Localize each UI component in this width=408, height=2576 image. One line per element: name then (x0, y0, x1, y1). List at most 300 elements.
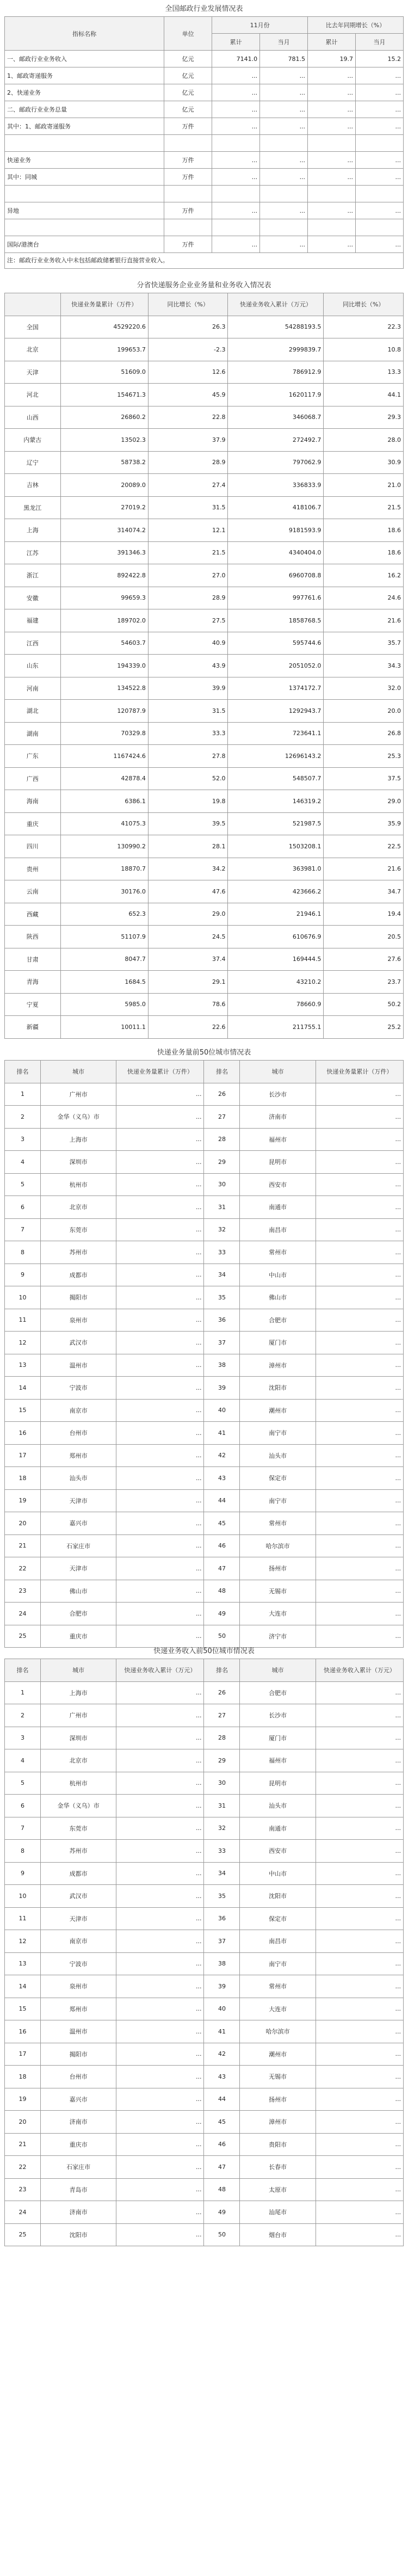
city-cell: 武汉市 (40, 1332, 116, 1354)
city-cell: 天津市 (40, 1489, 116, 1512)
city-cell: 杭州市 (40, 1772, 116, 1795)
province-name: 吉林 (5, 474, 61, 497)
volume-yoy: 28.9 (148, 587, 228, 609)
city-cell: 南宁市 (240, 1422, 316, 1445)
table-row (5, 101, 404, 118)
volume-cumulative: 13502.3 (60, 429, 148, 452)
city-cell: 南京市 (40, 1930, 116, 1953)
revenue-yoy: 35.7 (324, 632, 404, 655)
unit-cell: 万件 (164, 169, 212, 186)
value-cell: ... (316, 1241, 403, 1264)
value-cell: ... (116, 1975, 204, 1998)
revenue-cumulative: 997761.6 (228, 587, 324, 609)
revenue-cumulative: 1292943.7 (228, 700, 324, 723)
table-row (5, 1173, 404, 1196)
current-value: ... (260, 236, 308, 253)
province-name: 广西 (5, 767, 61, 790)
value-cell: ... (116, 1512, 204, 1535)
table-row (5, 1399, 404, 1422)
value-cell: ... (116, 1772, 204, 1795)
revenue-yoy: 26.8 (324, 722, 404, 745)
city-cell: 南京市 (40, 1399, 116, 1422)
table-row (5, 1772, 404, 1795)
value-cell: ... (116, 1196, 204, 1219)
revenue-cumulative: 797062.9 (228, 451, 324, 474)
value-cell: ... (116, 1377, 204, 1400)
table-row (5, 2223, 404, 2246)
city-cell: 南宁市 (240, 1489, 316, 1512)
value-cell: ... (116, 1840, 204, 1863)
city-cell: 无锡市 (240, 2066, 316, 2088)
value-cell: ... (116, 1952, 204, 1975)
city-cell: 台州市 (40, 1422, 116, 1445)
table-row (5, 451, 404, 474)
volume-yoy: 27.4 (148, 474, 228, 497)
volume-cumulative: 199653.7 (60, 338, 148, 361)
city-cell: 漳州市 (240, 1354, 316, 1377)
city-cell: 扬州市 (240, 1557, 316, 1580)
table-row (5, 655, 404, 677)
header-current: 当月 (260, 34, 308, 51)
table-row (5, 316, 404, 338)
table-row (5, 948, 404, 971)
revenue-cumulative: 4340404.0 (228, 541, 324, 564)
table-row (5, 2156, 404, 2179)
rank-cell: 12 (5, 1930, 41, 1953)
city-cell: 成都市 (40, 1264, 116, 1286)
value-cell: ... (316, 1749, 403, 1772)
table-row (5, 1580, 404, 1603)
table-row (5, 722, 404, 745)
value-cell: ... (116, 2133, 204, 2156)
volume-cumulative: 41075.3 (60, 812, 148, 835)
table-row (5, 2111, 404, 2134)
province-name: 浙江 (5, 564, 61, 587)
value-cell: ... (116, 1083, 204, 1106)
current-value (260, 135, 308, 152)
volume-cumulative: 42878.4 (60, 767, 148, 790)
value-cell: ... (316, 1309, 403, 1332)
table-row (5, 1681, 404, 1704)
unit-cell: 万件 (164, 118, 212, 135)
cumulative-value (212, 186, 260, 202)
value-cell: ... (316, 1512, 403, 1535)
city-cell: 南通市 (240, 1196, 316, 1219)
table-row (5, 677, 404, 700)
table-row (5, 700, 404, 723)
city-cell: 青岛市 (40, 2178, 116, 2201)
rank-cell: 33 (204, 1840, 240, 1863)
volume-yoy: 37.9 (148, 429, 228, 452)
rank-cell: 26 (204, 1083, 240, 1106)
table-row (5, 1106, 404, 1129)
value-cell: ... (116, 2201, 204, 2224)
volume-cumulative: 26860.2 (60, 406, 148, 429)
table-row (5, 1862, 404, 1885)
value-cell: ... (116, 1930, 204, 1953)
indicator-name: 国际/港澳台 (5, 236, 164, 253)
city-cell: 杭州市 (40, 1173, 116, 1196)
city-cell: 泉州市 (40, 1975, 116, 1998)
top50-revenue-table (4, 1659, 404, 2246)
cumulative-value (212, 219, 260, 236)
table-row (5, 2133, 404, 2156)
indicator-name: 其中：1、邮政寄递服务 (5, 118, 164, 135)
volume-cumulative: 10011.1 (60, 1016, 148, 1039)
province-name: 海南 (5, 790, 61, 813)
city-cell: 济宁市 (240, 1625, 316, 1648)
rank-cell: 14 (5, 1975, 41, 1998)
rank-cell: 3 (5, 1128, 41, 1151)
rank-cell: 17 (5, 1444, 41, 1467)
revenue-cumulative: 595744.6 (228, 632, 324, 655)
province-name: 黑龙江 (5, 496, 61, 519)
rank-cell: 32 (204, 1817, 240, 1840)
city-cell: 重庆市 (40, 1625, 116, 1648)
revenue-cumulative: 1503208.1 (228, 835, 324, 858)
table-row (5, 1264, 404, 1286)
indicator-name: 1、邮政寄递服务 (5, 67, 164, 84)
city-cell: 汕头市 (240, 1795, 316, 1817)
revenue-yoy: 16.2 (324, 564, 404, 587)
current-yoy: ... (356, 152, 404, 169)
table-row (5, 361, 404, 384)
indicator-name (5, 135, 164, 152)
revenue-yoy: 28.0 (324, 429, 404, 452)
cumulative-yoy: ... (308, 84, 356, 101)
volume-yoy: 33.3 (148, 722, 228, 745)
city-cell: 揭阳市 (40, 2043, 116, 2066)
table1-title: 全国邮政行业发展情况表 (165, 5, 243, 13)
rank-cell: 50 (204, 1625, 240, 1648)
revenue-cumulative: 423666.2 (228, 880, 324, 903)
rank-cell: 34 (204, 1862, 240, 1885)
volume-cumulative: 20089.0 (60, 474, 148, 497)
rank-cell: 8 (5, 1241, 41, 1264)
table-row (5, 1377, 404, 1400)
table-row (5, 587, 404, 609)
table-row (5, 236, 404, 253)
table-row (5, 1422, 404, 1445)
city-cell: 济南市 (40, 2111, 116, 2134)
rank-cell: 8 (5, 1840, 41, 1863)
city-cell: 广州市 (40, 1083, 116, 1106)
value-cell: ... (316, 1975, 403, 1998)
cumulative-value (212, 135, 260, 152)
rank-cell: 33 (204, 1241, 240, 1264)
revenue-yoy: 32.0 (324, 677, 404, 700)
value-cell: ... (116, 1557, 204, 1580)
value-cell: ... (316, 1930, 403, 1953)
province-name: 重庆 (5, 812, 61, 835)
rank-cell: 38 (204, 1354, 240, 1377)
table-row (5, 2066, 404, 2088)
value-cell: ... (316, 1286, 403, 1309)
volume-yoy: 12.6 (148, 361, 228, 384)
rank-cell: 38 (204, 1952, 240, 1975)
rank-cell: 21 (5, 1534, 41, 1557)
rank-cell: 37 (204, 1930, 240, 1953)
province-name: 辽宁 (5, 451, 61, 474)
table-row (5, 219, 404, 236)
national-postal-table-section (4, 2, 404, 269)
table-row (5, 1603, 404, 1625)
volume-cumulative: 99659.3 (60, 587, 148, 609)
table-row (5, 1309, 404, 1332)
province-name: 青海 (5, 971, 61, 994)
table-row (5, 202, 404, 219)
value-cell: ... (316, 1422, 403, 1445)
city-cell: 扬州市 (240, 2088, 316, 2111)
volume-yoy: 34.2 (148, 858, 228, 880)
table-row (5, 2088, 404, 2111)
header-yoy: 比去年同期增长（%） (308, 17, 404, 34)
rank-cell: 25 (5, 2223, 41, 2246)
value-cell: ... (116, 1422, 204, 1445)
header-cumulative: 累计 (212, 34, 260, 51)
cumulative-value: ... (212, 202, 260, 219)
volume-cumulative: 30176.0 (60, 880, 148, 903)
city-cell: 上海市 (40, 1681, 116, 1704)
value-cell: ... (116, 2088, 204, 2111)
rank-cell: 24 (5, 1603, 41, 1625)
rank-cell: 2 (5, 1704, 41, 1727)
unit-cell: 亿元 (164, 51, 212, 67)
rank-cell: 45 (204, 2111, 240, 2134)
province-name: 福建 (5, 609, 61, 632)
revenue-yoy: 21.6 (324, 858, 404, 880)
rank-cell: 7 (5, 1218, 41, 1241)
city-cell: 郑州市 (40, 1998, 116, 2020)
revenue-yoy: 34.7 (324, 880, 404, 903)
rank-cell: 30 (204, 1772, 240, 1795)
city-cell: 南通市 (240, 1817, 316, 1840)
current-value: ... (260, 101, 308, 118)
value-cell: ... (316, 1998, 403, 2020)
rank-cell: 23 (5, 2178, 41, 2201)
value-cell: ... (116, 1907, 204, 1930)
value-cell: ... (316, 1952, 403, 1975)
value-cell: ... (316, 2066, 403, 2088)
value-cell: ... (316, 1332, 403, 1354)
value-cell: ... (116, 2223, 204, 2246)
table-row (5, 1467, 404, 1490)
current-yoy: ... (356, 202, 404, 219)
rank-cell: 48 (204, 1580, 240, 1603)
city-cell: 泉州市 (40, 1309, 116, 1332)
city-cell: 重庆市 (40, 2133, 116, 2156)
value-cell: ... (116, 1817, 204, 1840)
cumulative-value: ... (212, 118, 260, 135)
revenue-yoy: 18.6 (324, 541, 404, 564)
rank-cell: 6 (5, 1795, 41, 1817)
city-cell: 西安市 (240, 1173, 316, 1196)
value-cell: ... (116, 1241, 204, 1264)
rank-cell: 19 (5, 1489, 41, 1512)
value-cell: ... (116, 1218, 204, 1241)
volume-cumulative: 8047.7 (60, 948, 148, 971)
current-value: ... (260, 202, 308, 219)
table1-note: 注：邮政行业业务收入中未包括邮政储蓄银行直接营业收入。 (4, 253, 404, 269)
province-name: 西藏 (5, 903, 61, 926)
rank-cell: 7 (5, 1817, 41, 1840)
rank-cell: 18 (5, 1467, 41, 1490)
rank-cell: 44 (204, 1489, 240, 1512)
rank-cell: 35 (204, 1286, 240, 1309)
rank-cell: 35 (204, 1885, 240, 1908)
rank-cell: 16 (5, 2020, 41, 2043)
value-cell: ... (116, 1727, 204, 1749)
table-row (5, 926, 404, 948)
header-city: 城市 (240, 1659, 316, 1682)
province-name: 北京 (5, 338, 61, 361)
province-name: 四川 (5, 835, 61, 858)
volume-cumulative: 391346.3 (60, 541, 148, 564)
table-row (5, 519, 404, 542)
value-cell: ... (316, 2020, 403, 2043)
top50-volume-table-section (4, 1046, 404, 1648)
header-rank: 排名 (204, 1061, 240, 1083)
rank-cell: 42 (204, 1444, 240, 1467)
header-revenue: 快递业务收入累计（万元） (316, 1659, 403, 1682)
province-name: 江西 (5, 632, 61, 655)
rank-cell: 23 (5, 1580, 41, 1603)
current-yoy: ... (356, 67, 404, 84)
table-row (5, 1444, 404, 1467)
unit-cell: 亿元 (164, 67, 212, 84)
rank-cell: 12 (5, 1332, 41, 1354)
table-row (5, 474, 404, 497)
value-cell: ... (316, 1580, 403, 1603)
table-row (5, 632, 404, 655)
unit-cell: 万件 (164, 236, 212, 253)
revenue-cumulative: 2999839.7 (228, 338, 324, 361)
volume-yoy: 43.9 (148, 655, 228, 677)
city-cell: 福州市 (240, 1128, 316, 1151)
table-row (5, 1557, 404, 1580)
rank-cell: 28 (204, 1727, 240, 1749)
city-cell: 长沙市 (240, 1704, 316, 1727)
table-row (5, 1151, 404, 1174)
city-cell: 常州市 (240, 1512, 316, 1535)
city-cell: 沈阳市 (240, 1377, 316, 1400)
value-cell: ... (116, 1151, 204, 1174)
volume-yoy: 27.8 (148, 745, 228, 768)
volume-yoy: 47.6 (148, 880, 228, 903)
rank-cell: 41 (204, 1422, 240, 1445)
table-row (5, 1083, 404, 1106)
rank-cell: 13 (5, 1354, 41, 1377)
value-cell: ... (316, 1377, 403, 1400)
indicator-name (5, 186, 164, 202)
header-revenue-yoy: 同比增长（%） (324, 293, 404, 316)
city-cell: 石家庄市 (40, 1534, 116, 1557)
current-yoy (356, 135, 404, 152)
table-row (5, 564, 404, 587)
value-cell: ... (316, 1772, 403, 1795)
city-cell: 嘉兴市 (40, 2088, 116, 2111)
volume-cumulative: 27019.2 (60, 496, 148, 519)
unit-cell: 万件 (164, 202, 212, 219)
value-cell: ... (316, 1128, 403, 1151)
table-row (5, 790, 404, 813)
rank-cell: 6 (5, 1196, 41, 1219)
cumulative-value: 7141.0 (212, 51, 260, 67)
city-cell: 济南市 (40, 2201, 116, 2224)
city-cell: 汕尾市 (240, 2201, 316, 2224)
value-cell: ... (116, 1106, 204, 1129)
revenue-cumulative: 2051052.0 (228, 655, 324, 677)
rank-cell: 5 (5, 1772, 41, 1795)
table-row (5, 1885, 404, 1908)
volume-yoy: 27.0 (148, 564, 228, 587)
table-row (5, 971, 404, 994)
rank-cell: 18 (5, 2066, 41, 2088)
rank-cell: 42 (204, 2043, 240, 2066)
city-cell: 哈尔滨市 (240, 2020, 316, 2043)
value-cell: ... (316, 2111, 403, 2134)
value-cell: ... (116, 1309, 204, 1332)
current-yoy: ... (356, 169, 404, 186)
revenue-yoy: 37.5 (324, 767, 404, 790)
rank-cell: 49 (204, 1603, 240, 1625)
city-cell: 金华（义乌）市 (40, 1106, 116, 1129)
rank-cell: 19 (5, 2088, 41, 2111)
table-row (5, 169, 404, 186)
cumulative-value: ... (212, 169, 260, 186)
cumulative-yoy (308, 135, 356, 152)
header-rank: 排名 (204, 1659, 240, 1682)
revenue-yoy: 30.9 (324, 451, 404, 474)
rank-cell: 10 (5, 1885, 41, 1908)
volume-yoy: -2.3 (148, 338, 228, 361)
header-revenue: 快递业务收入累计（万元） (116, 1659, 204, 1682)
volume-cumulative: 51609.0 (60, 361, 148, 384)
rank-cell: 45 (204, 1512, 240, 1535)
city-cell: 西安市 (240, 1840, 316, 1863)
header-current-yoy: 当月 (356, 34, 404, 51)
revenue-cumulative: 54288193.5 (228, 316, 324, 338)
city-cell: 佛山市 (40, 1580, 116, 1603)
table-row (5, 1727, 404, 1749)
cumulative-yoy: ... (308, 202, 356, 219)
volume-cumulative: 130990.2 (60, 835, 148, 858)
unit-cell (164, 186, 212, 202)
value-cell: ... (116, 1467, 204, 1490)
table-row (5, 118, 404, 135)
volume-yoy: 45.9 (148, 384, 228, 406)
city-cell: 沈阳市 (240, 1885, 316, 1908)
rank-cell: 22 (5, 2156, 41, 2179)
city-cell: 上海市 (40, 1128, 116, 1151)
revenue-cumulative: 610676.9 (228, 926, 324, 948)
revenue-yoy: 18.6 (324, 519, 404, 542)
revenue-yoy: 21.5 (324, 496, 404, 519)
rank-cell: 9 (5, 1264, 41, 1286)
rank-cell: 43 (204, 2066, 240, 2088)
table-row (5, 1840, 404, 1863)
header-volume: 快递业务量累计（万件） (316, 1061, 403, 1083)
table-row (5, 1241, 404, 1264)
rank-cell: 41 (204, 2020, 240, 2043)
rank-cell: 47 (204, 1557, 240, 1580)
city-cell: 漳州市 (240, 2111, 316, 2134)
table3-title: 快递业务量前50位城市情况表 (157, 1049, 251, 1057)
value-cell: ... (316, 1907, 403, 1930)
value-cell: ... (316, 1625, 403, 1648)
revenue-yoy: 34.3 (324, 655, 404, 677)
revenue-cumulative: 43210.2 (228, 971, 324, 994)
